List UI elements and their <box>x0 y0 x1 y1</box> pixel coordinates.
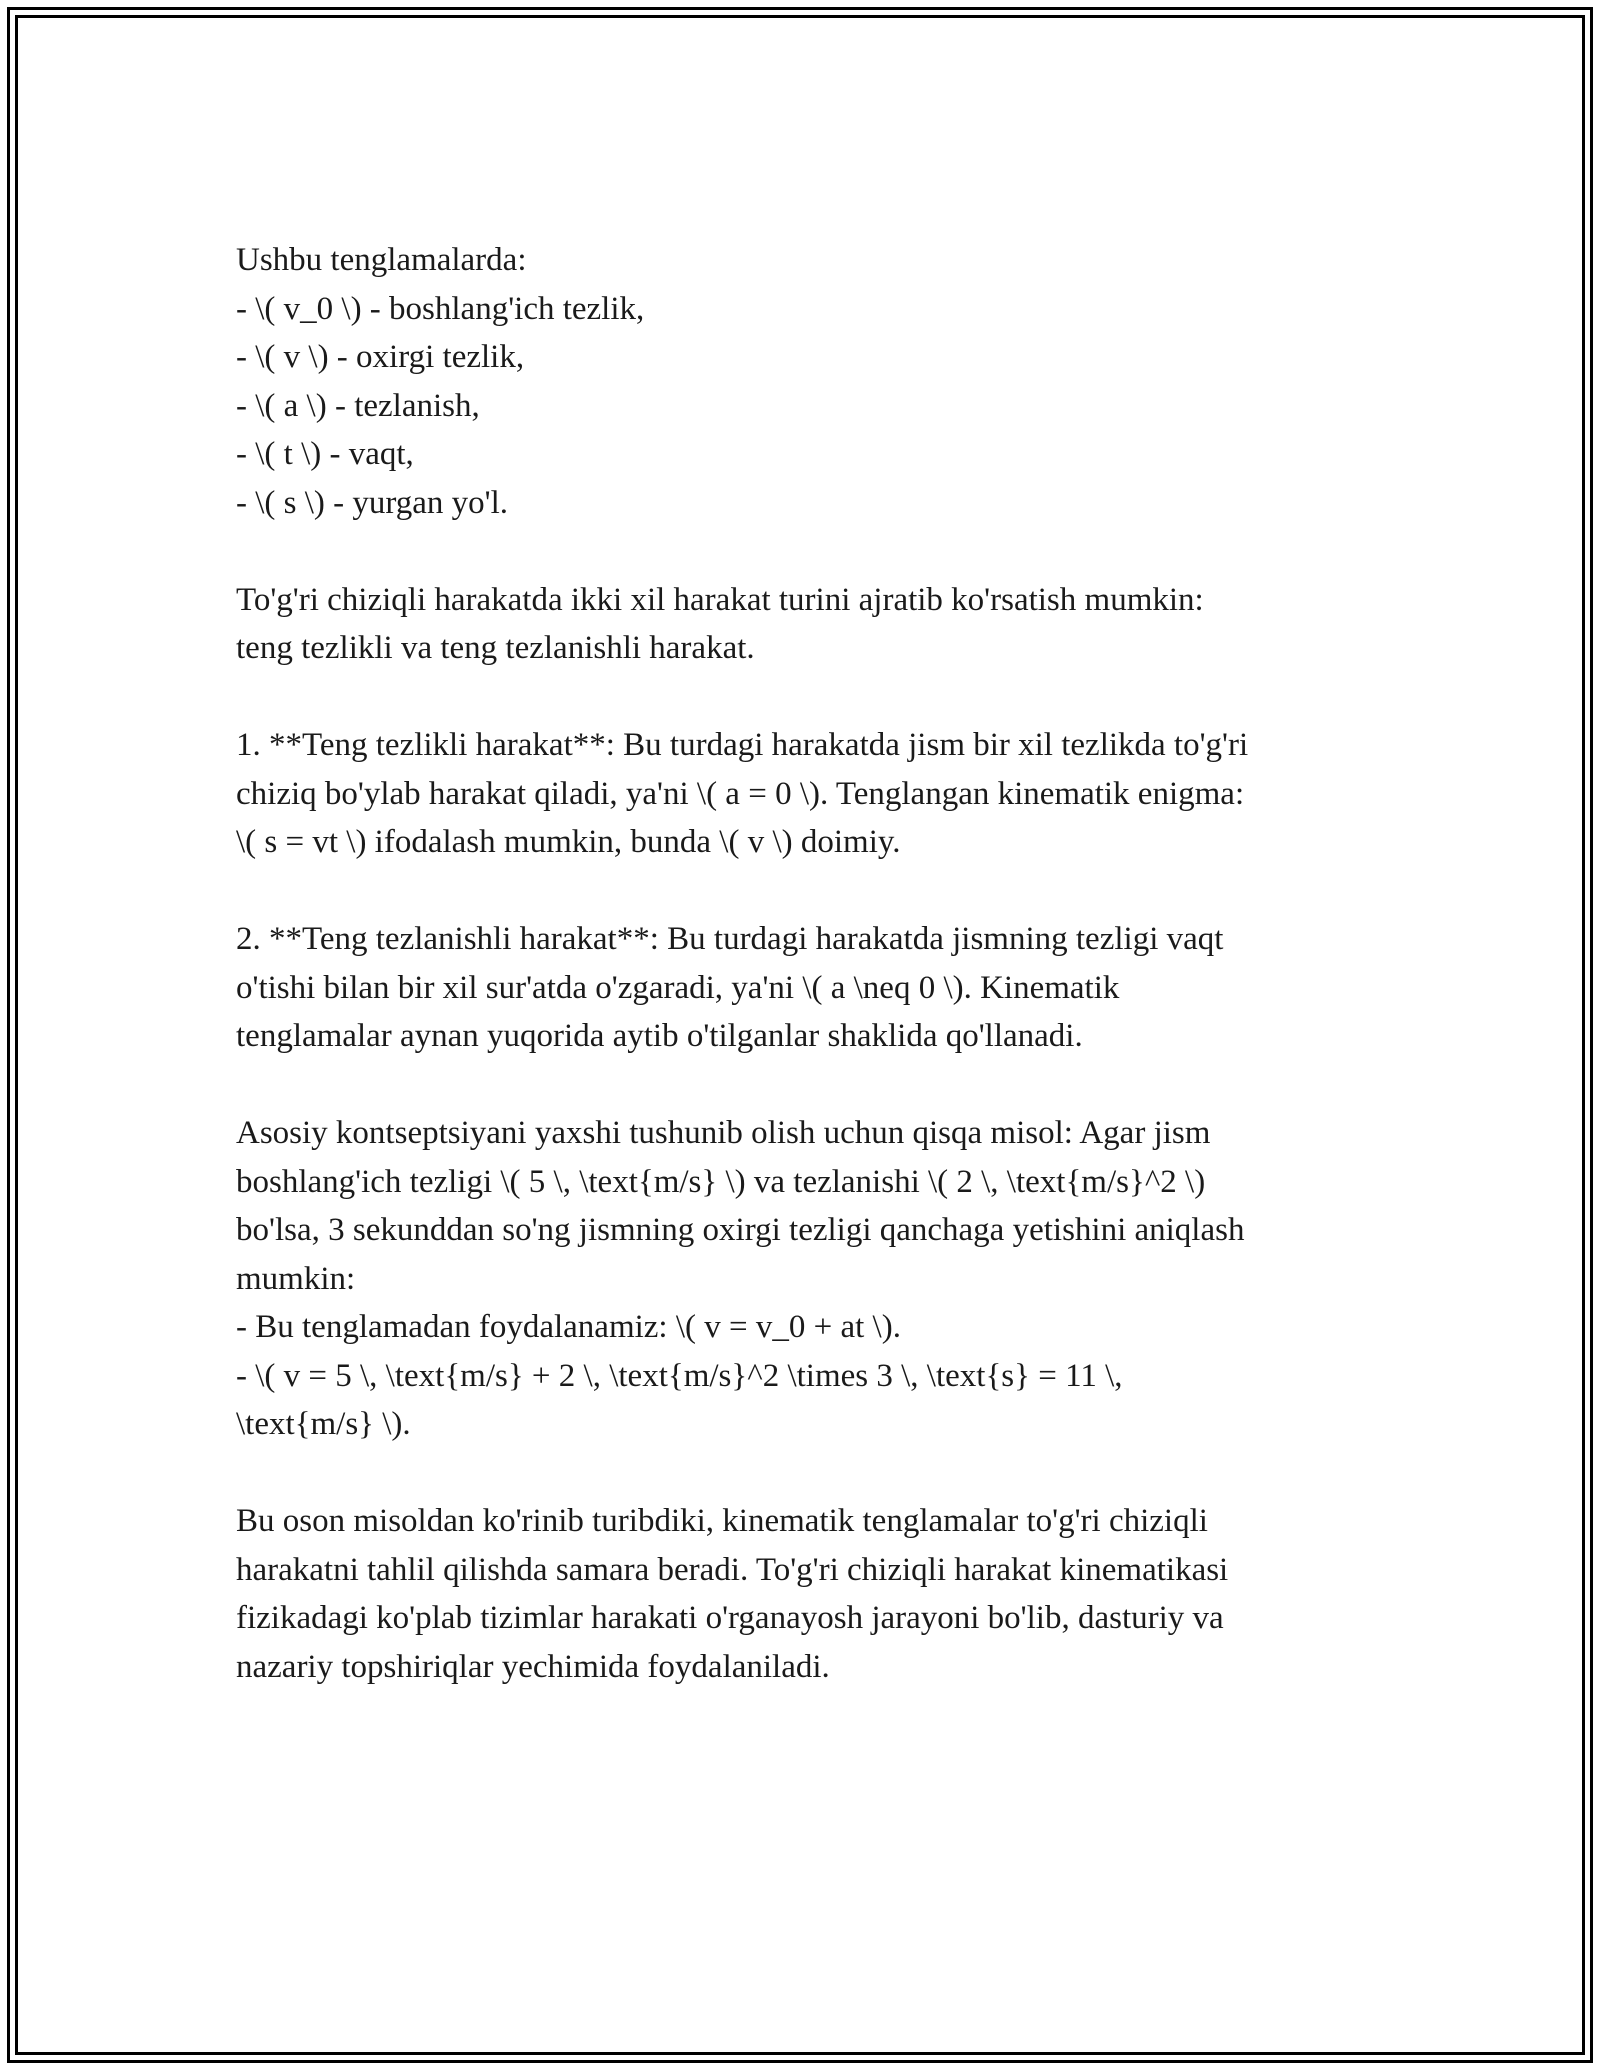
text-line: chiziq bo'ylab harakat qiladi, ya'ni \( a = 0 \). Tenglangan kinematik enigma: <box>236 775 1245 812</box>
text-line: - \( v_0 \) - boshlang'ich tezlik, <box>236 290 645 327</box>
text-line: - \( s \) - yurgan yo'l. <box>236 484 509 521</box>
text-line: boshlang'ich tezligi \( 5 \, \text{m/s} \) va tezlanishi \( 2 \, \text{m/s}^2 \) <box>236 1163 1206 1200</box>
text-line: mumkin: <box>236 1260 356 1297</box>
text-line: teng tezlikli va teng tezlanishli harakat. <box>236 630 755 666</box>
paragraph-motion-types <box>236 576 1386 673</box>
text-line: fizikadagi ko'plab tizimlar harakati o'rganayosh jarayoni bo'lib, dasturiy va <box>236 1600 1224 1636</box>
text-line: To'g'ri chiziqli harakatda ikki xil harakat turini ajratib ko'rsatish mumkin: <box>236 581 1204 618</box>
text-line: \text{m/s} \). <box>236 1406 411 1442</box>
text-line: tenglamalar aynan yuqorida aytib o'tilganlar shaklida qo'llanadi. <box>236 1018 1083 1054</box>
text-line: Ushbu tenglamalarda: <box>236 242 527 278</box>
document-body <box>236 236 1386 1691</box>
text-line: harakatni tahlil qilishda samara beradi. To'g'ri chiziqli harakat kinematikasi <box>236 1551 1229 1588</box>
text-line: Bu oson misoldan ko'rinib turibdiki, kinematik tenglamalar to'g'ri chiziqli <box>236 1503 1208 1539</box>
paragraph-conclusion <box>236 1497 1386 1691</box>
text-line: \( s = vt \) ifodalash mumkin, bunda \( v \) doimiy. <box>236 824 901 860</box>
paragraph-uniform-acceleration <box>236 915 1386 1061</box>
text-line: - Bu tenglamadan foydalanamiz: \( v = v_0 + at \). <box>236 1309 901 1345</box>
text-line: o'tishi bilan bir xil sur'atda o'zgaradi, ya'ni \( a \neq 0 \). Kinematik <box>236 969 1120 1006</box>
text-line: - \( t \) - vaqt, <box>236 436 414 472</box>
text-line: 2. **Teng tezlanishli harakat**: Bu turdagi harakatda jismning tezligi vaqt <box>236 921 1224 957</box>
text-line: bo'lsa, 3 sekunddan so'ng jismning oxirgi tezligi qanchaga yetishini aniqlash <box>236 1212 1245 1248</box>
paragraph-example <box>236 1109 1386 1449</box>
paragraph-symbols <box>236 236 1386 527</box>
text-line: - \( v = 5 \, \text{m/s} + 2 \, \text{m/s}^2 \times 3 \, \text{s} = 11 \, <box>236 1357 1123 1394</box>
text-line: - \( a \) - tezlanish, <box>236 387 480 424</box>
paragraph-uniform-velocity <box>236 721 1386 867</box>
text-line: 1. **Teng tezlikli harakat**: Bu turdagi harakatda jism bir xil tezlikda to'g'ri <box>236 727 1249 763</box>
text-line: Asosiy kontseptsiyani yaxshi tushunib olish uchun qisqa misol: Agar jism <box>236 1115 1211 1151</box>
text-line: - \( v \) - oxirgi tezlik, <box>236 339 525 375</box>
text-line: nazariy topshiriqlar yechimida foydalaniladi. <box>236 1648 830 1685</box>
